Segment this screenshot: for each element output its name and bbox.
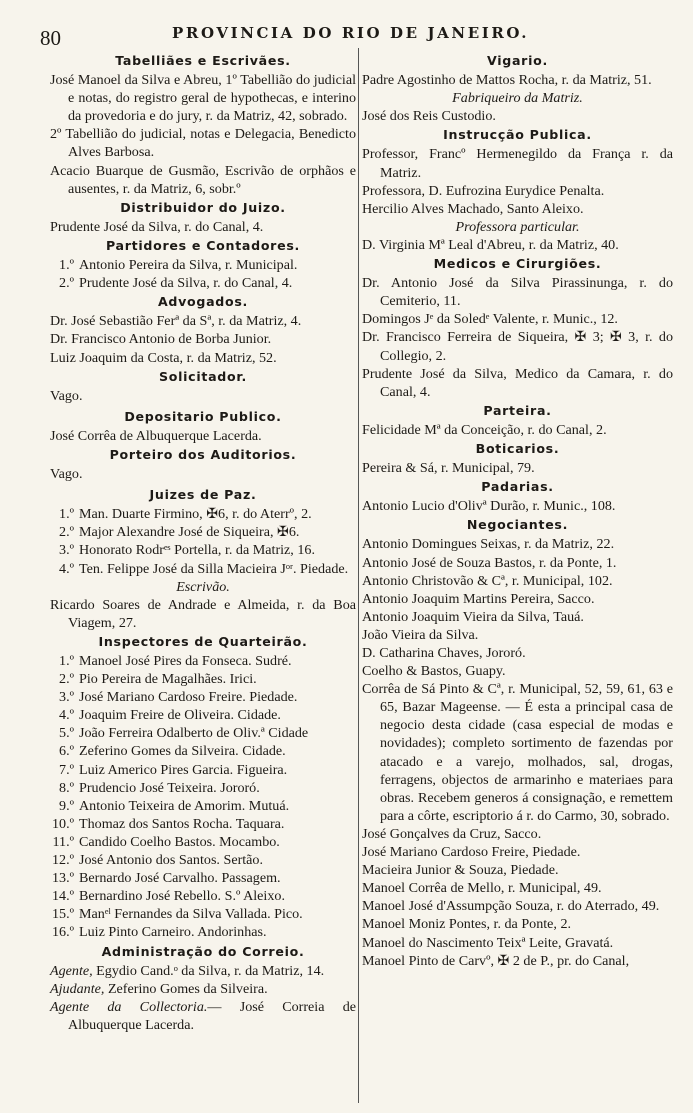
list-item: Manoel José d'Assumpção Souza, r. do Aterrado, 49. (362, 898, 660, 915)
list-item: Coelho & Bastos, Guapy. (362, 663, 506, 680)
entry: Antonio Lucio d'Olivª Durão, r. Munic., 108. (362, 498, 616, 515)
entry-number: 5.º (59, 725, 74, 742)
numbered-entry (50, 505, 356, 523)
entry-text: Bernardino José Rebello. S.º Aleixo. (79, 888, 285, 905)
list-item: Macieira Junior & Souza, Piedade. (362, 862, 559, 879)
entry-number: 12.º (52, 852, 74, 869)
section-header-solicitador: Solicitador. (159, 368, 247, 384)
entry-text: Zeferino Gomes da Silveira. (104, 980, 268, 997)
entry-number: 15.º (52, 906, 74, 923)
entry-text: Joaquim Freire de Oliveira. Cidade. (79, 707, 281, 724)
section-header-instrucao: Instrucção Publica. (443, 127, 592, 143)
numbered-entry (50, 652, 356, 670)
entry-text: Luiz Pinto Carneiro. Andorinhas. (79, 924, 267, 941)
entry: Dr. Francisco Antonio de Borba Junior. (50, 331, 272, 348)
numbered-entry (50, 742, 356, 760)
role-label: Ajudante, (50, 980, 105, 997)
section-header-depositario: Depositario Publico. (124, 408, 282, 424)
inspectores-list (50, 652, 356, 942)
entry: Padre Agostinho de Mattos Rocha, r. da Matriz, 51. (362, 72, 652, 89)
entry-number: 9.º (59, 797, 74, 814)
list-item: Antonio Christovão & Cª, r. Municipal, 102. (362, 572, 613, 589)
numbered-entry (50, 869, 356, 887)
entry: Vago. (50, 466, 83, 483)
numbered-entry (50, 560, 356, 578)
section-header-tabelliaes: Tabelliães e Escrivães. (115, 53, 291, 68)
subheader-fabriqueiro: Fabriqueiro da Matriz. (452, 90, 583, 107)
entry-text: Manᵉˡ Fernandes da Silva Vallada. Pico. (79, 906, 303, 923)
entry-number: 1.º (59, 506, 74, 523)
entry (50, 962, 356, 980)
entry-text: José Antonio dos Santos. Sertão. (79, 852, 264, 869)
entry-text: Manoel José Pires da Fonseca. Sudré. (79, 653, 292, 669)
numbered-entry (50, 887, 356, 905)
list-item: Antonio José de Souza Bastos, r. da Ponte, 1. (362, 554, 617, 571)
entry-number: 6.º (59, 743, 74, 760)
entry-text: Honorato Rodrᵉˢ Portella, r. da Matriz, 16. (79, 542, 315, 559)
entry-number: 16.º (52, 924, 74, 941)
running-head: PROVINCIA DO RIO DE JANEIRO. (172, 24, 530, 42)
left-column (50, 51, 356, 1034)
entry-text: Antonio Teixeira de Amorim. Mutuá. (79, 797, 290, 814)
section-header-parteira: Parteira. (483, 402, 552, 418)
entry: José Manoel da Silva e Abreu, 1º Tabellião do judicial e notas, do registro geral de hypothecas, e interino da provedoria e do jury, r. da Matriz, 42, sobrado. (50, 72, 356, 125)
entry-number: 3.º (59, 542, 74, 559)
entry-text: Major Alexandre José de Siqueira, ✠6. (79, 524, 300, 541)
entry-number: 7.º (59, 761, 74, 778)
entry-number: 4.º (59, 707, 74, 724)
numbered-entry (50, 670, 356, 688)
entry-text: Bernardo José Carvalho. Passagem. (79, 870, 281, 887)
section-header-inspectores: Inspectores de Quarteirão. (98, 633, 308, 649)
list-item: José Mariano Cardoso Freire, Piedade. (362, 844, 581, 861)
entry: Dr. Francisco Ferreira de Siqueira, ✠ 3; ✠ 3, r. do Collegio, 2. (362, 329, 673, 364)
entry-text: Ten. Felippe José da Silla Macieira Jᵒʳ. Piedade. (79, 560, 349, 577)
list-item: Manoel Pinto de Carvº, ✠ 2 de P., pr. do Canal, (362, 952, 630, 969)
numbered-entry (50, 833, 356, 851)
entry-text: Zeferino Gomes da Silveira. Cidade. (79, 743, 286, 760)
entry-text: João Ferreira Odalberto de Oliv.ª Cidade (79, 725, 309, 742)
numbered-entry (50, 541, 356, 559)
entry-number: 14.º (52, 888, 74, 905)
entry-number: 8.º (59, 779, 74, 796)
entry-text: — José Correia de Albuquerque Lacerda. (68, 998, 357, 1033)
numbered-entry (50, 523, 356, 541)
numbered-entry (50, 815, 356, 833)
numbered-entry (50, 905, 356, 923)
entry-number: 2.º (59, 275, 74, 292)
entry: Vago. (50, 387, 83, 404)
entry-number: 3.º (59, 689, 74, 706)
entry-number: 11.º (52, 833, 74, 850)
entry-text: Thomaz dos Santos Rocha. Taquara. (79, 815, 285, 832)
section-header-distribuidor: Distribuidor do Juizo. (120, 199, 286, 215)
list-item: D. Catharina Chaves, Jororó. (362, 645, 526, 661)
list-item: Manoel Corrêa de Mello, r. Municipal, 49. (362, 880, 602, 897)
entry-text: Egydio Cand.ᵒ da Silva, r. da Matriz, 14. (92, 962, 325, 979)
entry: Acacio Buarque de Gusmão, Escrivão de orphãos e ausentes, r. da Matriz, 6, sobr.º (50, 162, 356, 197)
entry-text: Prudencio José Teixeira. Jororó. (79, 779, 260, 796)
list-item: Manoel Moniz Pontes, r. da Ponte, 2. (362, 916, 572, 933)
entry: Pereira & Sá, r. Municipal, 79. (362, 460, 535, 477)
entry: José dos Reis Custodio. (362, 108, 496, 125)
numbered-entry (50, 851, 356, 869)
section-header-boticarios: Boticarios. (475, 440, 560, 456)
list-item: Antonio Domingues Seixas, r. da Matriz, 22. (362, 536, 615, 553)
entry: Dr. José Sebastião Ferª da Sª, r. da Matriz, 4. (50, 313, 302, 330)
entry-number: 2.º (59, 671, 74, 688)
numbered-entry (50, 274, 356, 292)
entry-number: 4.º (59, 560, 74, 577)
role-label: Agente da Collectoria. (50, 998, 208, 1015)
entry-number: 10.º (52, 815, 74, 832)
entry-number: 1.º (59, 257, 74, 274)
section-header-padarias: Padarias. (481, 479, 554, 495)
entry-number: 1.º (59, 653, 74, 669)
entry: Luiz Joaquim da Costa, r. da Matriz, 52. (50, 349, 277, 366)
page-number: 80 (40, 26, 61, 50)
entry (50, 980, 356, 998)
entry-number: 2.º (59, 524, 74, 541)
section-header-partidores: Partidores e Contadores. (105, 237, 301, 253)
entry-text: José Mariano Cardoso Freire. Piedade. (79, 689, 298, 706)
numbered-entry (50, 761, 356, 779)
entry: Prudente José da Silva, Medico da Camara, r. do Canal, 4. (362, 365, 673, 400)
list-item: José Gonçalves da Cruz, Sacco. (362, 825, 542, 842)
section-header-juizes: Juizes de Paz. (149, 487, 257, 503)
numbered-entry (50, 688, 356, 706)
section-header-negociantes: Negociantes. (466, 517, 569, 533)
entry-text: Prudente José da Silva, r. do Canal, 4. (79, 275, 293, 292)
column-divider (358, 48, 359, 1103)
entry-number: 13.º (52, 870, 74, 887)
section-header-porteiro: Porteiro dos Auditorios. (109, 446, 297, 462)
section-header-correio: Administração do Correio. (101, 943, 305, 959)
entry: Hercilio Alves Machado, Santo Aleixo. (362, 200, 584, 217)
negociantes-list (362, 535, 673, 969)
entry-text: Man. Duarte Firmino, ✠6, r. do Aterrº, 2. (79, 506, 312, 523)
entry-text: Pio Pereira de Magalhães. Irici. (79, 671, 257, 688)
entry-text: Antonio Pereira da Silva, r. Municipal. (79, 257, 298, 274)
subheader-professora-particular: Professora particular. (455, 218, 580, 235)
entry: Domingos Jᵉ da Soledᵉ Valente, r. Munic., 12. (362, 311, 618, 328)
entry (50, 998, 356, 1034)
numbered-entry (50, 923, 356, 941)
section-header-medicos: Medicos e Cirurgiões. (433, 256, 602, 272)
list-item: Antonio Joaquim Martins Pereira, Sacco. (362, 590, 595, 607)
list-item: João Vieira da Silva. (362, 626, 479, 643)
entry: Dr. Antonio José da Silva Pirassinunga, r. do Cemiterio, 11. (362, 275, 673, 310)
numbered-entry (50, 797, 356, 815)
list-item: Manoel do Nascimento Teixª Leite, Gravatá. (362, 934, 614, 951)
entry-text: Candido Coelho Bastos. Mocambo. (79, 833, 280, 850)
right-column (362, 51, 673, 970)
numbered-entry (50, 779, 356, 797)
entry: Ricardo Soares de Andrade e Almeida, r. da Boa Viagem, 27. (50, 596, 356, 631)
list-item: Antonio Joaquim Vieira da Silva, Tauá. (362, 608, 584, 625)
entry: José Corrêa de Albuquerque Lacerda. (50, 427, 262, 444)
entry: Felicidade Mª da Conceição, r. do Canal, 2. (362, 421, 607, 438)
entry-text: Luiz Americo Pires Garcia. Figueira. (79, 761, 288, 778)
entry: Prudente José da Silva, r. do Canal, 4. (50, 218, 264, 235)
subheader-escrivao: Escrivão. (176, 578, 230, 595)
list-item: Corrêa de Sá Pinto & Cª, r. Municipal, 52, 59, 61, 63 e 65, Bazar Mageense. — É esta a principal casa de negocio desta cidade (casa especial de modas e novidades); completo sortimento de fazendas por atacado e a varejo, molhados, sal, drogas, ferragens, objectos de armarinho e materiaes para obras. Recebem generos á consignação, e remettem para a côrte, escriptorio á r. do Carmo, 30, sobrado. (362, 681, 673, 824)
section-header-advogados: Advogados. (157, 294, 249, 310)
numbered-entry (50, 706, 356, 724)
section-header-vigario: Vigario. (487, 53, 548, 68)
numbered-entry (50, 256, 356, 274)
role-label: Agente, (50, 962, 93, 979)
entry: Professor, Francº Hermenegildo da França r. da Matriz. (362, 146, 673, 181)
entry: Professora, D. Eufrozina Eurydice Penalta. (362, 182, 605, 199)
numbered-entry (50, 724, 356, 742)
entry: 2º Tabellião do judicial, notas e Delegacia, Benedicto Alves Barbosa. (50, 126, 356, 161)
entry: D. Virginia Mª Leal d'Abreu, r. da Matriz, 40. (362, 236, 619, 253)
